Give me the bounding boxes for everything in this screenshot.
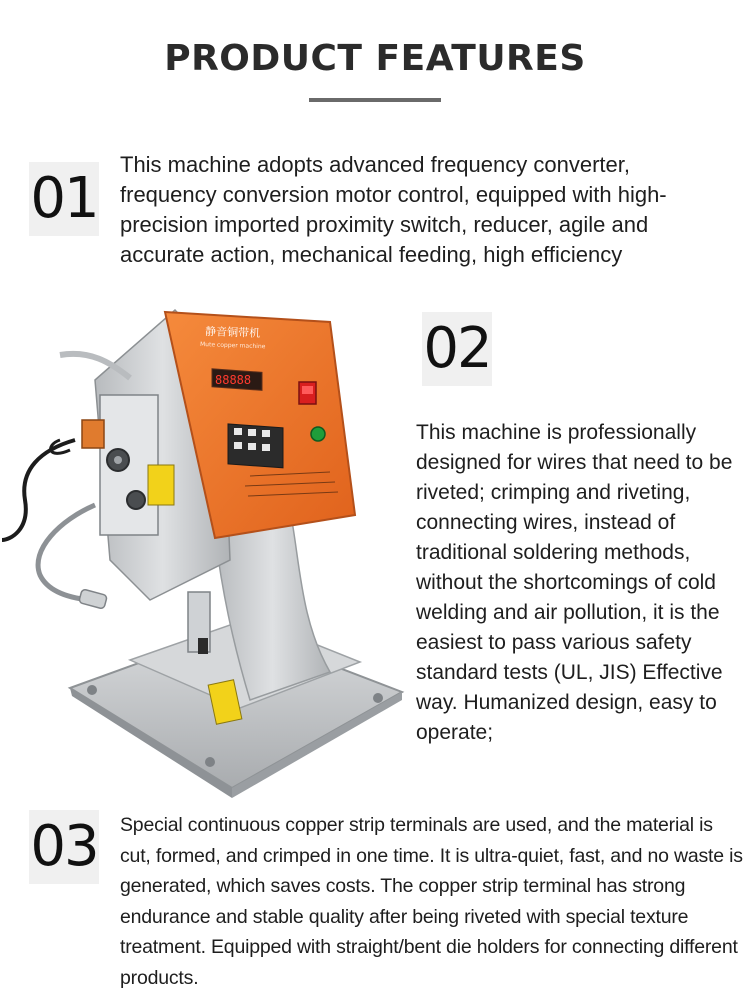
svg-text:88888: 88888 [215, 373, 252, 387]
title-underline [309, 98, 441, 102]
copper-strip-machine-image [0, 300, 410, 800]
feature-text-03: Special continuous copper strip terminals are used, and the material is cut, formed, and crimped in one time. It is ultra-quiet, fast, and no waste is generated, which saves costs. The copper strip terminal has strong endurance and stable quality after being riveted with special texture treatment. Equipped with straight/bent die holders for connecting different products. [120, 814, 743, 989]
lamp-gooseneck [38, 505, 95, 600]
feature-number-01: 01 [29, 162, 99, 236]
green-indicator-light [311, 427, 325, 441]
feature-number-03: 03 [29, 810, 99, 884]
feature-text-02: This machine is professionally designed for wires that need to be riveted; crimping and riveting, connecting wires, instead of traditional soldering methods, without the shortcomings of cold welding and air pollution, it is the easiest to pass various safety standard tests (UL, JIS) Effective way. Humanized design, easy to operate; [416, 421, 733, 744]
panel-brand-text: 静音铜带机 [204, 325, 261, 340]
feature-text-01: This machine adopts advanced frequency converter, frequency conversion motor control, equipped with high-precision imported proximity switch, reducer, agile and accurate action, mechanical feeding, high efficiency [120, 152, 667, 267]
page-title: PRODUCT FEATURES [164, 38, 586, 79]
feature-number-02: 02 [422, 312, 492, 386]
panel-brand-subtext: Mute copper machine [199, 341, 266, 351]
